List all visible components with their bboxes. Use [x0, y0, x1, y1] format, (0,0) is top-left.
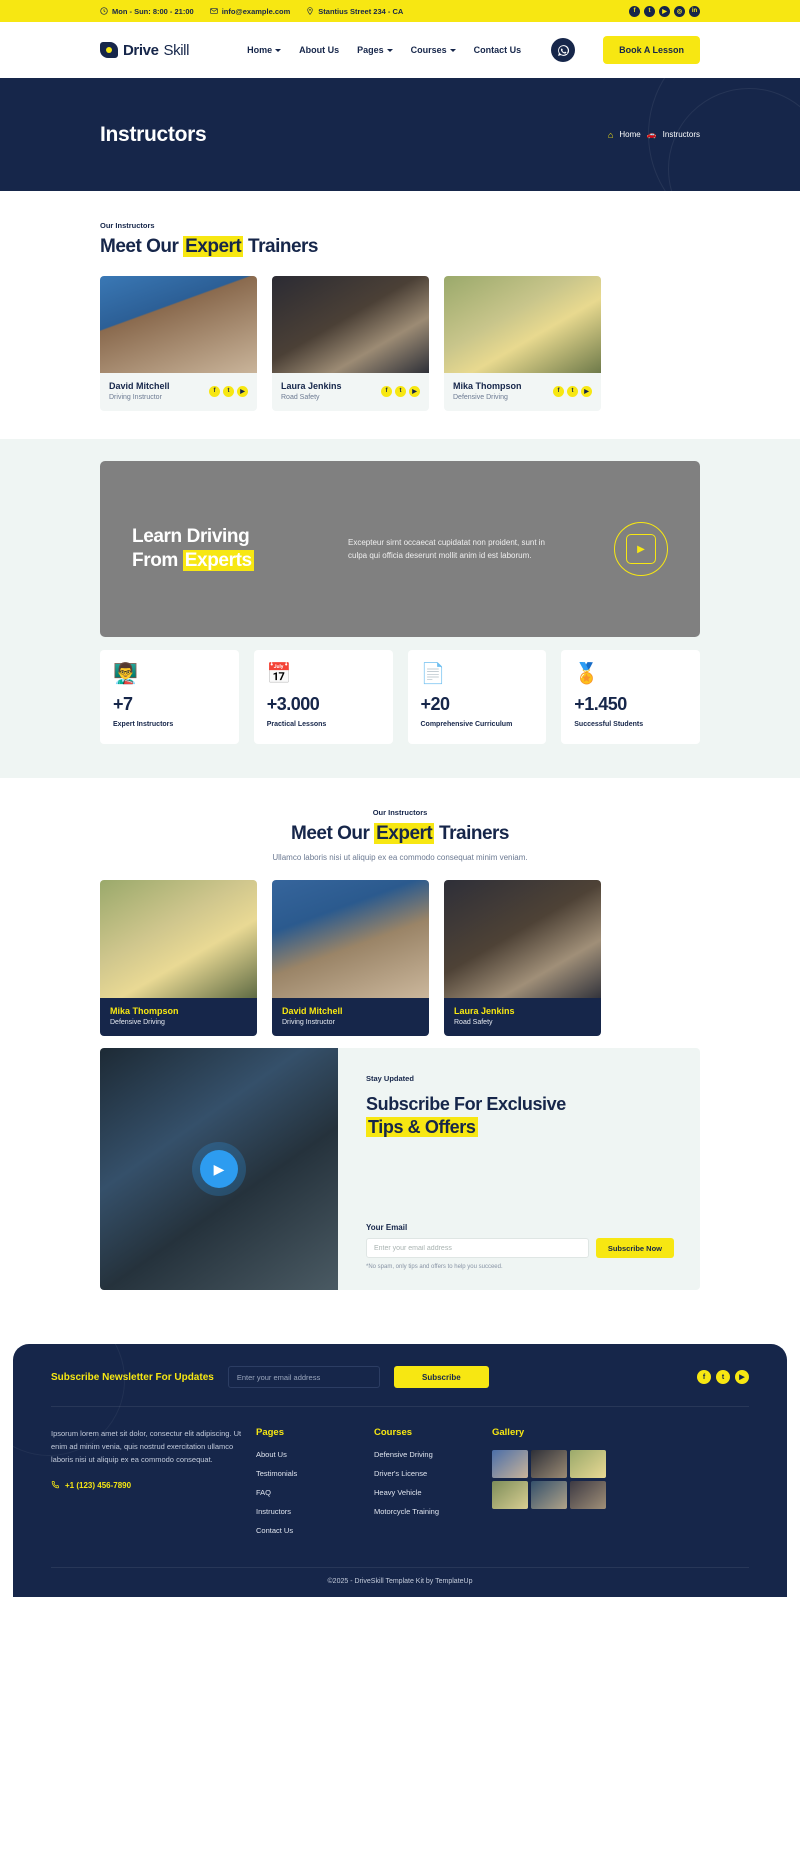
top-bar [0, 0, 800, 22]
page-title: Instructors [100, 122, 207, 146]
address-info [306, 7, 403, 16]
curriculum-icon: 📄 [420, 663, 446, 685]
hours-info [100, 7, 194, 16]
instructors-top-eyebrow: Our Instructors [100, 221, 155, 230]
youtube-icon[interactable]: ▶ [237, 386, 248, 397]
instructor-name: Laura Jenkins [454, 1006, 515, 1016]
instructor-name: David Mitchell [109, 381, 170, 391]
twitter-icon[interactable]: t [644, 6, 655, 17]
nav-item-home[interactable] [247, 45, 281, 55]
site-logo[interactable] [100, 42, 189, 59]
gallery-thumb[interactable] [570, 1450, 606, 1478]
title-post: Trainers [434, 823, 509, 844]
email-text: info@example.com [221, 6, 291, 16]
footer-about [51, 1427, 256, 1545]
instructors-top-section [0, 191, 800, 439]
nav-item-about[interactable] [299, 45, 339, 55]
footer-wrapper [0, 1344, 800, 1597]
stats-row [100, 650, 700, 744]
footer-column-title: Courses [374, 1427, 413, 1438]
footer-column-title: Gallery [492, 1427, 525, 1438]
breadcrumb-separator-icon: 🚗 [646, 130, 657, 139]
home-icon: ⌂ [607, 129, 614, 140]
video-promo-text [132, 525, 332, 573]
instructor-name: Mika Thompson [453, 381, 522, 391]
instructor-meta [272, 373, 429, 411]
instructor-photo [272, 880, 429, 998]
instructors-bottom-subtitle: Ullamco laboris nisi ut aliquip ex ea commodo consequat minim veniam. [272, 853, 528, 862]
gallery-thumb[interactable] [531, 1481, 567, 1509]
title-post: Trainers [243, 236, 318, 257]
nav-item-courses[interactable] [411, 45, 456, 55]
breadcrumb-current: Instructors [662, 130, 700, 139]
instructor-photo [444, 276, 601, 373]
chevron-down-icon [275, 49, 281, 52]
stat-card [254, 650, 393, 744]
youtube-icon[interactable]: ▶ [659, 6, 670, 17]
nav-item-contact[interactable] [474, 45, 522, 55]
footer-columns [51, 1406, 749, 1567]
footer-socials [697, 1370, 749, 1384]
youtube-icon[interactable]: ▶ [735, 1370, 749, 1384]
nav-label-contact: Contact Us [473, 45, 522, 55]
footer-newsletter-input[interactable] [228, 1366, 380, 1388]
facebook-icon[interactable]: f [381, 386, 392, 397]
footer-subscribe-button[interactable]: Subscribe [394, 1366, 489, 1388]
footer-link-contact-us[interactable]: Contact Us [256, 1526, 294, 1535]
stat-number: +20 [420, 694, 450, 714]
instructors-top-title [100, 236, 700, 258]
stat-number: +7 [113, 694, 133, 714]
footer-newsletter [51, 1366, 749, 1406]
subscribe-title-line1: Subscribe For Exclusive [366, 1094, 566, 1114]
title-pre: Meet Our [100, 236, 184, 257]
footer-column-gallery [492, 1427, 617, 1545]
nav-label-home: Home [247, 45, 273, 55]
breadcrumb-home[interactable]: Home [619, 130, 641, 139]
clock-icon [100, 7, 108, 15]
hours-text: Mon - Sun: 8:00 - 21:00 [112, 6, 194, 16]
stat-label: Expert Instructors [113, 721, 174, 728]
footer-column-title: Pages [256, 1427, 284, 1438]
footer-link-instructors[interactable]: Instructors [256, 1507, 292, 1516]
email-info[interactable] [210, 7, 291, 16]
youtube-icon[interactable]: ▶ [409, 386, 420, 397]
stat-number: +1.450 [574, 694, 627, 714]
instructor-role: Road Safety [454, 1019, 493, 1026]
book-a-lesson-button[interactable]: Book A Lesson [603, 36, 700, 64]
instructors-bottom-eyebrow: Our Instructors [372, 808, 428, 817]
footer-newsletter-title: Subscribe Newsletter For Updates [51, 1371, 214, 1383]
video-promo-paragraph: Excepteur sirnt occaecat cupidatat non proident, sunt in culpa qui officia deserunt mollit anim id est laborum. [348, 537, 546, 560]
subscribe-email-input[interactable] [366, 1238, 589, 1258]
video-promo-title [132, 525, 332, 573]
facebook-icon[interactable]: f [553, 386, 564, 397]
instructor-role: Driving Instructor [109, 394, 162, 401]
instructor-meta [444, 373, 601, 411]
play-icon[interactable]: ▶ [200, 1150, 238, 1188]
site-header [0, 22, 800, 78]
twitter-icon[interactable]: t [395, 386, 406, 397]
logo-mark-icon [100, 42, 118, 58]
instructor-photo [100, 276, 257, 373]
instructor-card-list-2 [100, 880, 700, 1036]
instructor-card[interactable] [444, 276, 601, 411]
subscribe-video-thumb[interactable] [100, 1048, 338, 1290]
nav-item-pages[interactable] [357, 45, 393, 55]
location-pin-icon [306, 7, 314, 15]
stat-label: Practical Lessons [266, 721, 327, 728]
linkedin-icon[interactable]: in [689, 6, 700, 17]
subscribe-form-panel [338, 1048, 700, 1290]
instructor-socials [381, 386, 420, 397]
footer-link-motorcycle-training[interactable]: Motorcycle Training [374, 1507, 440, 1516]
video-title-line1: Learn Driving [132, 526, 250, 548]
instructor-name: Mika Thompson [110, 1006, 179, 1016]
play-icon: ▶ [626, 534, 656, 564]
lesson-icon: 📅 [266, 663, 292, 685]
twitter-icon[interactable]: t [223, 386, 234, 397]
footer-phone[interactable] [51, 1480, 256, 1491]
subscribe-title-highlight: Tips & Offers [368, 1117, 476, 1138]
chevron-down-icon [450, 49, 456, 52]
gallery-thumb[interactable] [492, 1481, 528, 1509]
gallery-thumb[interactable] [531, 1450, 567, 1478]
instructor-meta [272, 998, 429, 1036]
footer-link-testimonials[interactable]: Testimonials [256, 1469, 298, 1478]
chevron-down-icon [387, 49, 393, 52]
instructor-socials [553, 386, 592, 397]
pinterest-icon[interactable]: ◎ [674, 6, 685, 17]
mail-icon [210, 7, 218, 15]
gallery-thumb[interactable] [570, 1481, 606, 1509]
twitter-icon[interactable]: t [716, 1370, 730, 1384]
whatsapp-button[interactable] [551, 38, 575, 62]
nav-label-about: About Us [299, 45, 340, 55]
footer-link-faq[interactable]: FAQ [256, 1488, 272, 1497]
instructor-card-list [100, 276, 700, 411]
gallery-thumb[interactable] [492, 1450, 528, 1478]
footer-about-text: Ipsorum lorem amet sit dolor, consectur elit adipiscing. Ut enim ad minim venia, quis nostrud exercitation ullamco laboris nisi ut aliquip ex ea commodo consequat. [51, 1429, 242, 1465]
footer-copyright: ©2025 - DriveSkill Template Kit by TemplateUp [51, 1567, 749, 1597]
footer-link-defensive-driving[interactable]: Defensive Driving [374, 1450, 433, 1459]
medal-icon: 🏅 [574, 663, 600, 685]
footer-link-heavy-vehicle[interactable]: Heavy Vehicle [374, 1488, 422, 1497]
site-footer [13, 1344, 787, 1597]
main-nav [247, 36, 700, 64]
instructor-meta [100, 998, 257, 1036]
instructors-bottom-section [0, 778, 800, 1314]
nav-label-pages: Pages [357, 45, 384, 55]
subscribe-title [366, 1093, 674, 1140]
stat-card [100, 650, 239, 744]
breadcrumb [608, 130, 700, 140]
footer-column-pages [256, 1427, 374, 1545]
phone-icon [51, 1480, 60, 1491]
instructor-meta [444, 998, 601, 1036]
instructor-card[interactable] [272, 276, 429, 411]
instructor-icon: 👨‍🏫 [113, 663, 138, 685]
instructor-role: Defensive Driving [110, 1019, 165, 1026]
instructor-meta [100, 373, 257, 411]
video-title-line2-pre: From [132, 550, 183, 571]
page-hero [0, 78, 800, 191]
stat-label: Comprehensive Curriculum [420, 721, 513, 728]
video-stats-band [0, 439, 800, 778]
video-promo-box [100, 461, 700, 637]
instructor-role: Road Safety [281, 394, 320, 401]
instructor-card[interactable] [100, 880, 257, 1036]
nav-label-courses: Courses [410, 45, 447, 55]
youtube-icon[interactable]: ▶ [581, 386, 592, 397]
stat-label: Successful Students [574, 721, 644, 728]
footer-link-about-us[interactable]: About Us [256, 1450, 287, 1459]
address-text: Stantius Street 234 - CA [318, 6, 404, 16]
stat-card [408, 650, 547, 744]
subscribe-eyebrow: Stay Updated [366, 1074, 414, 1083]
instructor-card[interactable] [100, 276, 257, 411]
instructor-card[interactable] [444, 880, 601, 1036]
title-highlight: Expert [185, 236, 242, 257]
instructor-photo [444, 880, 601, 998]
logo-text-secondary: Skill [163, 41, 190, 59]
footer-column-courses [374, 1427, 492, 1545]
subscribe-form-row [366, 1238, 674, 1258]
footer-phone-text: +1 (123) 456-7890 [65, 1481, 132, 1491]
subscribe-section [100, 1048, 700, 1290]
twitter-icon[interactable]: t [567, 386, 578, 397]
instructor-socials [209, 386, 248, 397]
footer-link-drivers-license[interactable]: Driver's License [374, 1469, 428, 1478]
instructor-photo [100, 880, 257, 998]
facebook-icon[interactable]: f [209, 386, 220, 397]
logo-text-primary: Drive [123, 41, 159, 59]
instructor-photo [272, 276, 429, 373]
instructors-bottom-title [100, 823, 700, 845]
video-title-highlight: Experts [184, 550, 252, 571]
footer-gallery-grid [492, 1450, 617, 1509]
title-highlight: Expert [376, 823, 433, 844]
instructor-name: Laura Jenkins [281, 381, 342, 391]
instructor-card[interactable] [272, 880, 429, 1036]
title-pre: Meet Our [291, 823, 375, 844]
stat-number: +3.000 [266, 694, 320, 714]
subscribe-now-button[interactable]: Subscribe Now [596, 1238, 674, 1258]
stat-card [561, 650, 700, 744]
video-play-button[interactable] [614, 522, 668, 576]
facebook-icon[interactable]: f [629, 6, 640, 17]
instructor-role: Driving Instructor [282, 1019, 335, 1026]
instructor-role: Defensive Driving [453, 394, 508, 401]
subscribe-note: *No spam, only tips and offers to help you succeed. [366, 1264, 503, 1270]
instructor-name: David Mitchell [282, 1006, 343, 1016]
facebook-icon[interactable]: f [697, 1370, 711, 1384]
subscribe-field-label: Your Email [366, 1223, 408, 1232]
